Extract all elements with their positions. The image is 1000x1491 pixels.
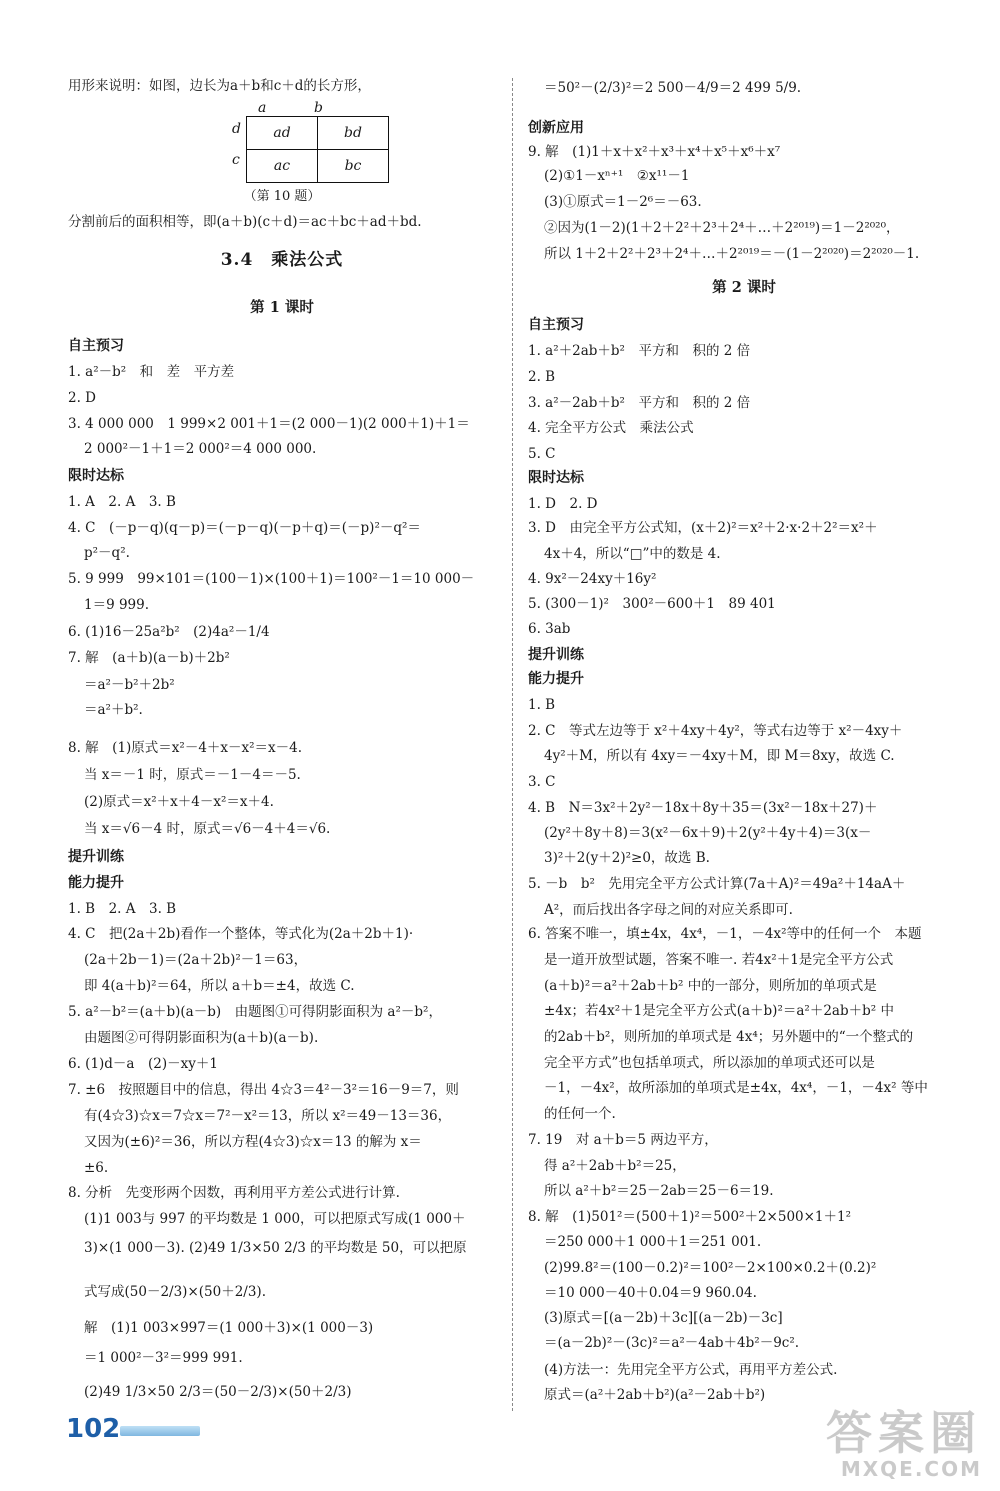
answer-line: 4. C 把(2a＋2b)看作一个整体，等式化为(2a＋2b＋1)· [68, 926, 414, 942]
figure-top-label-b: b [314, 100, 323, 116]
answer-line: (2y²＋8y＋8)＝3(x²－6x＋9)＋2(y²＋4y＋4)＝3(x－ [544, 825, 872, 841]
answer-line: ＝250 000＋1 000＋1＝251 001. [544, 1234, 762, 1250]
figure-side-label-d: d [232, 121, 241, 137]
answer-line: 由题图②可得阴影面积为(a＋b)(a－b). [84, 1030, 319, 1046]
answer-line: 3. D 由完全平方公式知，(x＋2)²＝x²＋2·x·2＋2²＝x²＋ [528, 520, 878, 536]
answer-line: p²－q². [84, 545, 130, 561]
answer-line: 2 000²－1＋1＝2 000²＝4 000 000. [84, 441, 317, 457]
answer-line: ＝50²－(2/3)²＝2 500－4/9＝2 499 5/9. [544, 80, 802, 96]
intro-text: 用形来说明：如图，边长为a＋b和c＋d的长方形， [68, 78, 371, 94]
answer-line: 5. －b b² 先用完全平方公式计算(7a＋A)²＝49a²＋14aA＋ [528, 876, 906, 892]
answer-line: 2. C 等式左边等于 x²＋4xy＋4y²，等式右边等于 x²－4xy＋ [528, 723, 903, 739]
page-number-bar [120, 1426, 200, 1436]
answer-line: 1. B [528, 697, 556, 713]
answer-line: 当 x＝－1 时，原式＝－1－4＝－5. [84, 767, 301, 783]
answer-line: 得 a²＋2ab＋b²＝25， [544, 1158, 686, 1174]
answer-line: 有(4☆3)☆x＝7☆x＝7²－x²＝13，所以 x²＝49－13＝36， [84, 1108, 452, 1124]
answer-line: ＝a²＋b². [84, 702, 143, 718]
answer-line: 1. a²＋2ab＋b² 平方和 积的 2 倍 [528, 343, 751, 359]
answer-line: 1. B 2. A 3. B [68, 901, 177, 917]
subsection-heading: 限时达标 [528, 470, 584, 486]
subsection-heading: 能力提升 [528, 671, 584, 687]
subsection-heading: 提升训练 [68, 849, 124, 865]
subsection-heading: 限时达标 [68, 468, 124, 484]
answer-line: 原式＝(a²＋2ab＋b²)(a²－2ab＋b²) [544, 1387, 766, 1403]
left-column [68, 0, 496, 1491]
answer-line: 所以 a²＋b²＝25－2ab＝25－6＝19. [544, 1183, 774, 1199]
answer-line: ＝a²－b²＋2b² [84, 677, 175, 693]
answer-line: 8. 分析 先变形两个因数，再利用平方差公式进行计算. [68, 1185, 400, 1201]
lesson-title-2: 第 2 课时 [712, 279, 776, 296]
subsection-heading: 创新应用 [528, 120, 584, 136]
answer-line: (2)原式＝x²＋x＋4－x²＝x＋4. [84, 794, 274, 810]
answer-line: ±4x；若4x²＋1是完全平方公式(a＋b)²＝a²＋2ab＋b² 中 [544, 1003, 894, 1019]
answer-line: ＝1 000²－3²＝999 991. [84, 1350, 243, 1366]
answer-line: (1)1 003与 997 的平均数是 1 000，可以把原式写成(1 000＋ [84, 1211, 466, 1227]
answer-line: 4y²＋M，所以有 4xy＝－4xy＋M，即 M＝8xy，故选 C. [544, 748, 895, 764]
answer-line: 3. 4 000 000 1 999×2 001＋1＝(2 000－1)(2 000＋1)＋1＝ [68, 416, 470, 432]
figure-cell-ad: ad [247, 117, 318, 150]
subsection-heading: 自主预习 [528, 317, 584, 333]
answer-line: 1. a²－b² 和 差 平方差 [68, 364, 235, 380]
answer-line: 6. (1)16－25a²b² (2)4a²－1/4 [68, 624, 270, 640]
answer-line: 4x＋4，所以“□”中的数是 4. [544, 546, 721, 562]
answer-line: (2)①1－xⁿ⁺¹ ②x¹¹－1 [544, 168, 690, 184]
figure-side-label-c: c [232, 152, 240, 168]
figure-cell-ac: ac [247, 150, 318, 183]
right-column [528, 0, 960, 1491]
answer-line: A²，而后找出各字母之间的对应关系即可. [544, 902, 793, 918]
answer-line: ＝10 000－40＋0.04＝9 960.04. [544, 1285, 757, 1301]
subsection-heading: 自主预习 [68, 338, 124, 354]
answer-line: 1. A 2. A 3. B [68, 494, 176, 510]
answer-line: (2)49 1/3×50 2/3＝(50－2/3)×(50＋2/3) [84, 1384, 352, 1400]
answer-line: 2. B [528, 369, 556, 385]
answer-line: 4. 9x²－24xy＋16y² [528, 571, 657, 587]
figure-cell-bc: bc [318, 150, 389, 183]
answer-line: ＝(a－2b)²－(3c)²＝a²－4ab＋4b²－9c². [544, 1335, 800, 1351]
answer-line: 的2ab＋b²，则所加的单项式是 4x⁴；另外题中的“一个整式的 [544, 1029, 914, 1045]
answer-line: 所以 1＋2＋2²＋2³＋2⁴＋…＋2²⁰¹⁹＝－(1－2²⁰²⁰)＝2²⁰²⁰－1. [544, 246, 920, 262]
answer-line: 的任何一个. [544, 1106, 616, 1122]
answer-line: 5. (300－1)² 300²－600＋1 89 401 [528, 596, 776, 612]
conclusion-text: 分割前后的面积相等，即(a＋b)(c＋d)＝ac＋bc＋ad＋bd. [68, 214, 422, 230]
answer-line: 3)²＋2(y＋2)²≥0，故选 B. [544, 850, 710, 866]
answer-line: －1，－4x²，故所添加的单项式是±4x，4x⁴，－1，－4x² 等中 [544, 1080, 928, 1096]
answer-line: 4. 完全平方公式 乘法公式 [528, 420, 694, 436]
answer-line: 式写成(50－2/3)×(50＋2/3). [84, 1284, 266, 1300]
watermark [826, 1406, 982, 1481]
answer-line: 解 (1)1 003×997＝(1 000＋3)×(1 000－3) [84, 1320, 374, 1336]
answer-line: 8. 解 (1)原式＝x²－4＋x－x²＝x－4. [68, 740, 303, 756]
answer-line: 3. C [528, 774, 556, 790]
column-divider [512, 78, 513, 1411]
answer-line: 4. B N＝3x²＋2y²－18x＋8y＋35＝(3x²－18x＋27)＋ [528, 800, 878, 816]
lesson-title: 第 1 课时 [250, 299, 314, 316]
watermark-logo-text: 答案圈 [826, 1406, 982, 1460]
section-title: 3.4 乘法公式 [220, 250, 344, 270]
answer-line: 9. 解 (1)1＋x＋x²＋x³＋x⁴＋x⁵＋x⁶＋x⁷ [528, 144, 781, 160]
watermark-url: MXQE.COM [840, 1457, 982, 1481]
answer-line: 完全平方式”也包括单项式，所以添加的单项式还可以是 [544, 1055, 875, 1071]
figure-top-label-a: a [258, 100, 267, 116]
answer-line: 3)×(1 000－3). (2)49 1/3×50 2/3 的平均数是 50，可以把原 [84, 1240, 467, 1256]
answer-line: ②因为(1－2)(1＋2＋2²＋2³＋2⁴＋…＋2²⁰¹⁹)＝1－2²⁰²⁰， [544, 220, 900, 236]
answer-line: 又因为(±6)²＝36，所以方程(4☆3)☆x＝13 的解为 x＝ [84, 1134, 422, 1150]
answer-line: 7. 解 (a＋b)(a－b)＋2b² [68, 650, 230, 666]
answer-line: (3)①原式＝1－2⁶＝－63. [544, 194, 702, 210]
answer-line: 6. (1)d－a (2)－xy＋1 [68, 1056, 218, 1072]
answer-line: (2)99.8²＝(100－0.2)²＝100²－2×100×0.2＋(0.2)² [544, 1260, 877, 1276]
answer-line: (4)方法一：先用完全平方公式，再用平方差公式. [544, 1362, 838, 1378]
answer-line: ±6. [84, 1160, 109, 1176]
answer-line: 7. 19 对 a＋b＝5 两边平方， [528, 1132, 718, 1148]
subsection-heading: 提升训练 [528, 647, 584, 663]
page-number: 102 [66, 1414, 121, 1444]
subsection-heading: 能力提升 [68, 875, 124, 891]
answer-line: (a＋b)²＝a²＋2ab＋b² 中的一部分，则所加的单项式是 [544, 978, 877, 994]
answer-line: 5. 9 999 99×101＝(100－1)×(100＋1)＝100²－1＝10 000－ [68, 571, 475, 587]
answer-line: 5. C [528, 446, 556, 462]
answer-line: (3)原式＝[(a－2b)＋3c][(a－2b)－3c] [544, 1310, 783, 1326]
answer-line: 即 4(a＋b)²＝64，所以 a＋b＝±4，故选 C. [84, 978, 355, 994]
answer-line: 2. D [68, 390, 96, 406]
answer-line: 7. ±6 按照题目中的信息，得出 4☆3＝4²－3²＝16－9＝7，则 [68, 1082, 459, 1098]
answer-line: 6. 3ab [528, 621, 571, 637]
answer-line: 当 x＝√6－4 时，原式＝√6－4＋4＝√6. [84, 821, 331, 837]
figure-cell-bd: bd [318, 117, 389, 150]
answer-line: 3. a²－2ab＋b² 平方和 积的 2 倍 [528, 395, 751, 411]
answer-line: 8. 解 (1)501²＝(500＋1)²＝500²＋2×500×1＋1² [528, 1209, 852, 1225]
answer-line: 5. a²－b²＝(a＋b)(a－b) 由题图①可得阴影面积为 a²－b²， [68, 1004, 442, 1020]
answer-line: 6. 答案不唯一，填±4x，4x⁴，－1，－4x²等中的任何一个 本题 [528, 926, 922, 942]
answer-line: 是一道开放型试题，答案不唯一. 若4x²＋1是完全平方公式 [544, 952, 894, 968]
answer-line: (2a＋2b－1)＝(2a＋2b)²－1＝63， [84, 952, 308, 968]
answer-line: 1. D 2. D [528, 496, 598, 512]
answer-line: 1＝9 999. [84, 597, 150, 613]
area-figure [246, 116, 389, 183]
figure-caption: （第 10 题） [243, 189, 321, 204]
answer-line: 4. C (－p－q)(q－p)＝(－p－q)(－p＋q)＝(－p)²－q²＝ [68, 520, 421, 536]
